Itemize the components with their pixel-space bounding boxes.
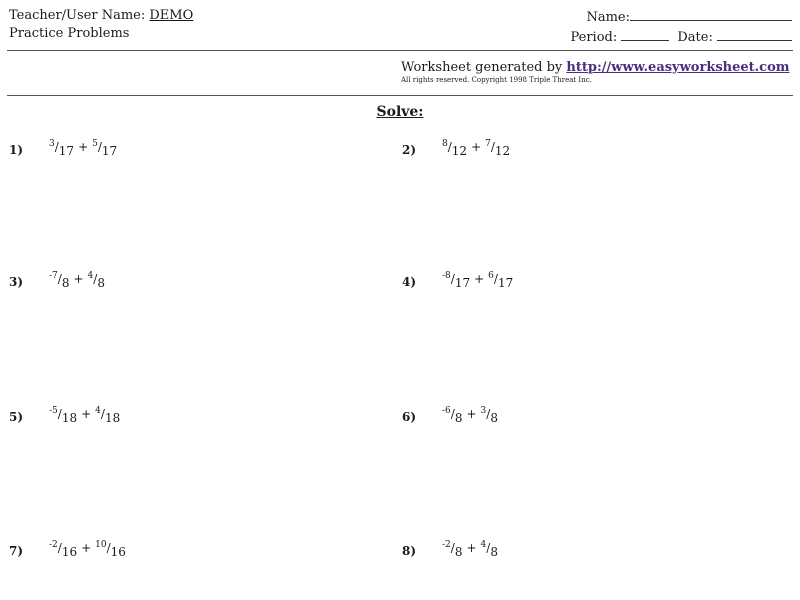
numerator: 3 — [480, 406, 487, 416]
numerator: -8 — [442, 271, 451, 281]
denominator: 12 — [494, 144, 511, 158]
worksheet-header-left — [9, 7, 193, 43]
fraction-a — [49, 271, 69, 290]
fraction-slash: / — [447, 140, 452, 154]
problem-number: 3) — [9, 275, 24, 289]
teacher-label: Teacher/User Name: — [9, 8, 150, 23]
problem-number: 1) — [9, 143, 24, 157]
plus-operator: + — [73, 272, 84, 286]
denominator: 18 — [61, 411, 78, 425]
name-blank — [630, 7, 792, 21]
fraction-a — [442, 540, 462, 559]
worksheet-subtitle: Practice Problems — [9, 26, 130, 41]
plus-operator: + — [466, 541, 477, 555]
denominator: 17 — [454, 276, 471, 290]
problem-expression — [442, 406, 498, 425]
problem-number: 7) — [9, 544, 24, 558]
plus-operator: + — [81, 407, 92, 421]
denominator: 8 — [490, 411, 498, 425]
fraction-slash: / — [57, 407, 62, 421]
numerator: -2 — [49, 540, 58, 550]
denominator: 16 — [61, 545, 78, 559]
fraction-b — [88, 271, 105, 290]
fraction-a — [49, 139, 74, 158]
denominator: 17 — [101, 144, 118, 158]
period-date-line — [570, 27, 792, 47]
numerator: -2 — [442, 540, 451, 550]
problem-expression — [49, 540, 126, 559]
denominator: 8 — [97, 276, 105, 290]
copyright-text: All rights reserved. Copyright 1998 Triple Threat Inc. — [401, 76, 592, 84]
numerator: -5 — [49, 406, 58, 416]
numerator: 4 — [95, 406, 101, 416]
numerator: 6 — [488, 271, 494, 281]
problem-expression — [442, 540, 498, 559]
fraction-slash: / — [486, 407, 491, 421]
denominator: 12 — [451, 144, 468, 158]
date-label: Date: — [677, 30, 713, 45]
fraction-a — [442, 139, 467, 158]
problem-expression — [49, 271, 105, 290]
fraction-slash: / — [486, 541, 491, 555]
date-blank — [717, 27, 792, 41]
fraction-slash: / — [97, 140, 102, 154]
fraction-slash: / — [493, 272, 498, 286]
denominator: 17 — [497, 276, 514, 290]
plus-operator: + — [466, 407, 477, 421]
numerator: 10 — [95, 540, 107, 550]
denominator: 8 — [61, 276, 70, 290]
fraction-slash: / — [106, 541, 111, 555]
fraction-a — [442, 271, 470, 290]
fraction-slash: / — [54, 140, 59, 154]
plus-operator: + — [78, 140, 89, 154]
fraction-b — [92, 139, 117, 158]
solve-heading: Solve: — [376, 104, 424, 120]
fraction-slash: / — [57, 541, 62, 555]
name-label: Name: — [586, 10, 630, 25]
period-blank — [621, 27, 669, 41]
numerator: 5 — [92, 139, 98, 149]
fraction-slash: / — [490, 140, 495, 154]
denominator: 18 — [104, 411, 121, 425]
worksheet-header-right — [570, 7, 792, 47]
name-line — [570, 7, 792, 27]
denominator: 8 — [454, 545, 463, 559]
fraction-b — [485, 139, 510, 158]
numerator: 4 — [480, 540, 487, 550]
fraction-slash: / — [93, 272, 98, 286]
fraction-b — [488, 271, 513, 290]
fraction-slash: / — [100, 407, 105, 421]
problem-expression — [49, 139, 117, 158]
denominator: 8 — [490, 545, 498, 559]
fraction-a — [49, 406, 77, 425]
problem-number: 6) — [402, 410, 417, 424]
fraction-slash: / — [450, 272, 455, 286]
plus-operator: + — [474, 272, 485, 286]
problem-number: 2) — [402, 143, 417, 157]
teacher-line — [9, 7, 193, 25]
period-label: Period: — [570, 30, 618, 45]
teacher-value: DEMO — [149, 8, 194, 23]
numerator: 4 — [87, 271, 94, 281]
fraction-slash: / — [450, 407, 455, 421]
generator-credit — [401, 60, 790, 85]
denominator: 16 — [110, 545, 126, 559]
problem-number: 8) — [402, 544, 417, 558]
fraction-slash: / — [450, 541, 455, 555]
numerator: 8 — [442, 139, 448, 149]
fraction-b — [95, 540, 126, 559]
denominator: 17 — [58, 144, 75, 158]
bottom-divider — [7, 95, 793, 96]
problem-expression — [442, 271, 513, 290]
numerator: 7 — [485, 139, 491, 149]
problem-number: 4) — [402, 275, 417, 289]
fraction-a — [49, 540, 77, 559]
plus-operator: + — [81, 541, 92, 555]
fraction-b — [95, 406, 120, 425]
fraction-a — [442, 406, 462, 425]
generator-prefix: Worksheet generated by — [401, 60, 567, 75]
plus-operator: + — [471, 140, 482, 154]
problem-number: 5) — [9, 410, 24, 424]
problem-expression — [442, 139, 510, 158]
fraction-b — [481, 540, 498, 559]
denominator: 8 — [454, 411, 463, 425]
fraction-slash: / — [57, 272, 62, 286]
top-divider — [7, 50, 793, 51]
numerator: -6 — [442, 406, 451, 416]
numerator: -7 — [49, 271, 58, 281]
easyworksheet-link[interactable]: http://www.easyworksheet.com — [566, 60, 790, 75]
fraction-b — [481, 406, 498, 425]
problem-expression — [49, 406, 120, 425]
numerator: 3 — [49, 139, 55, 149]
generator-line — [401, 60, 790, 76]
